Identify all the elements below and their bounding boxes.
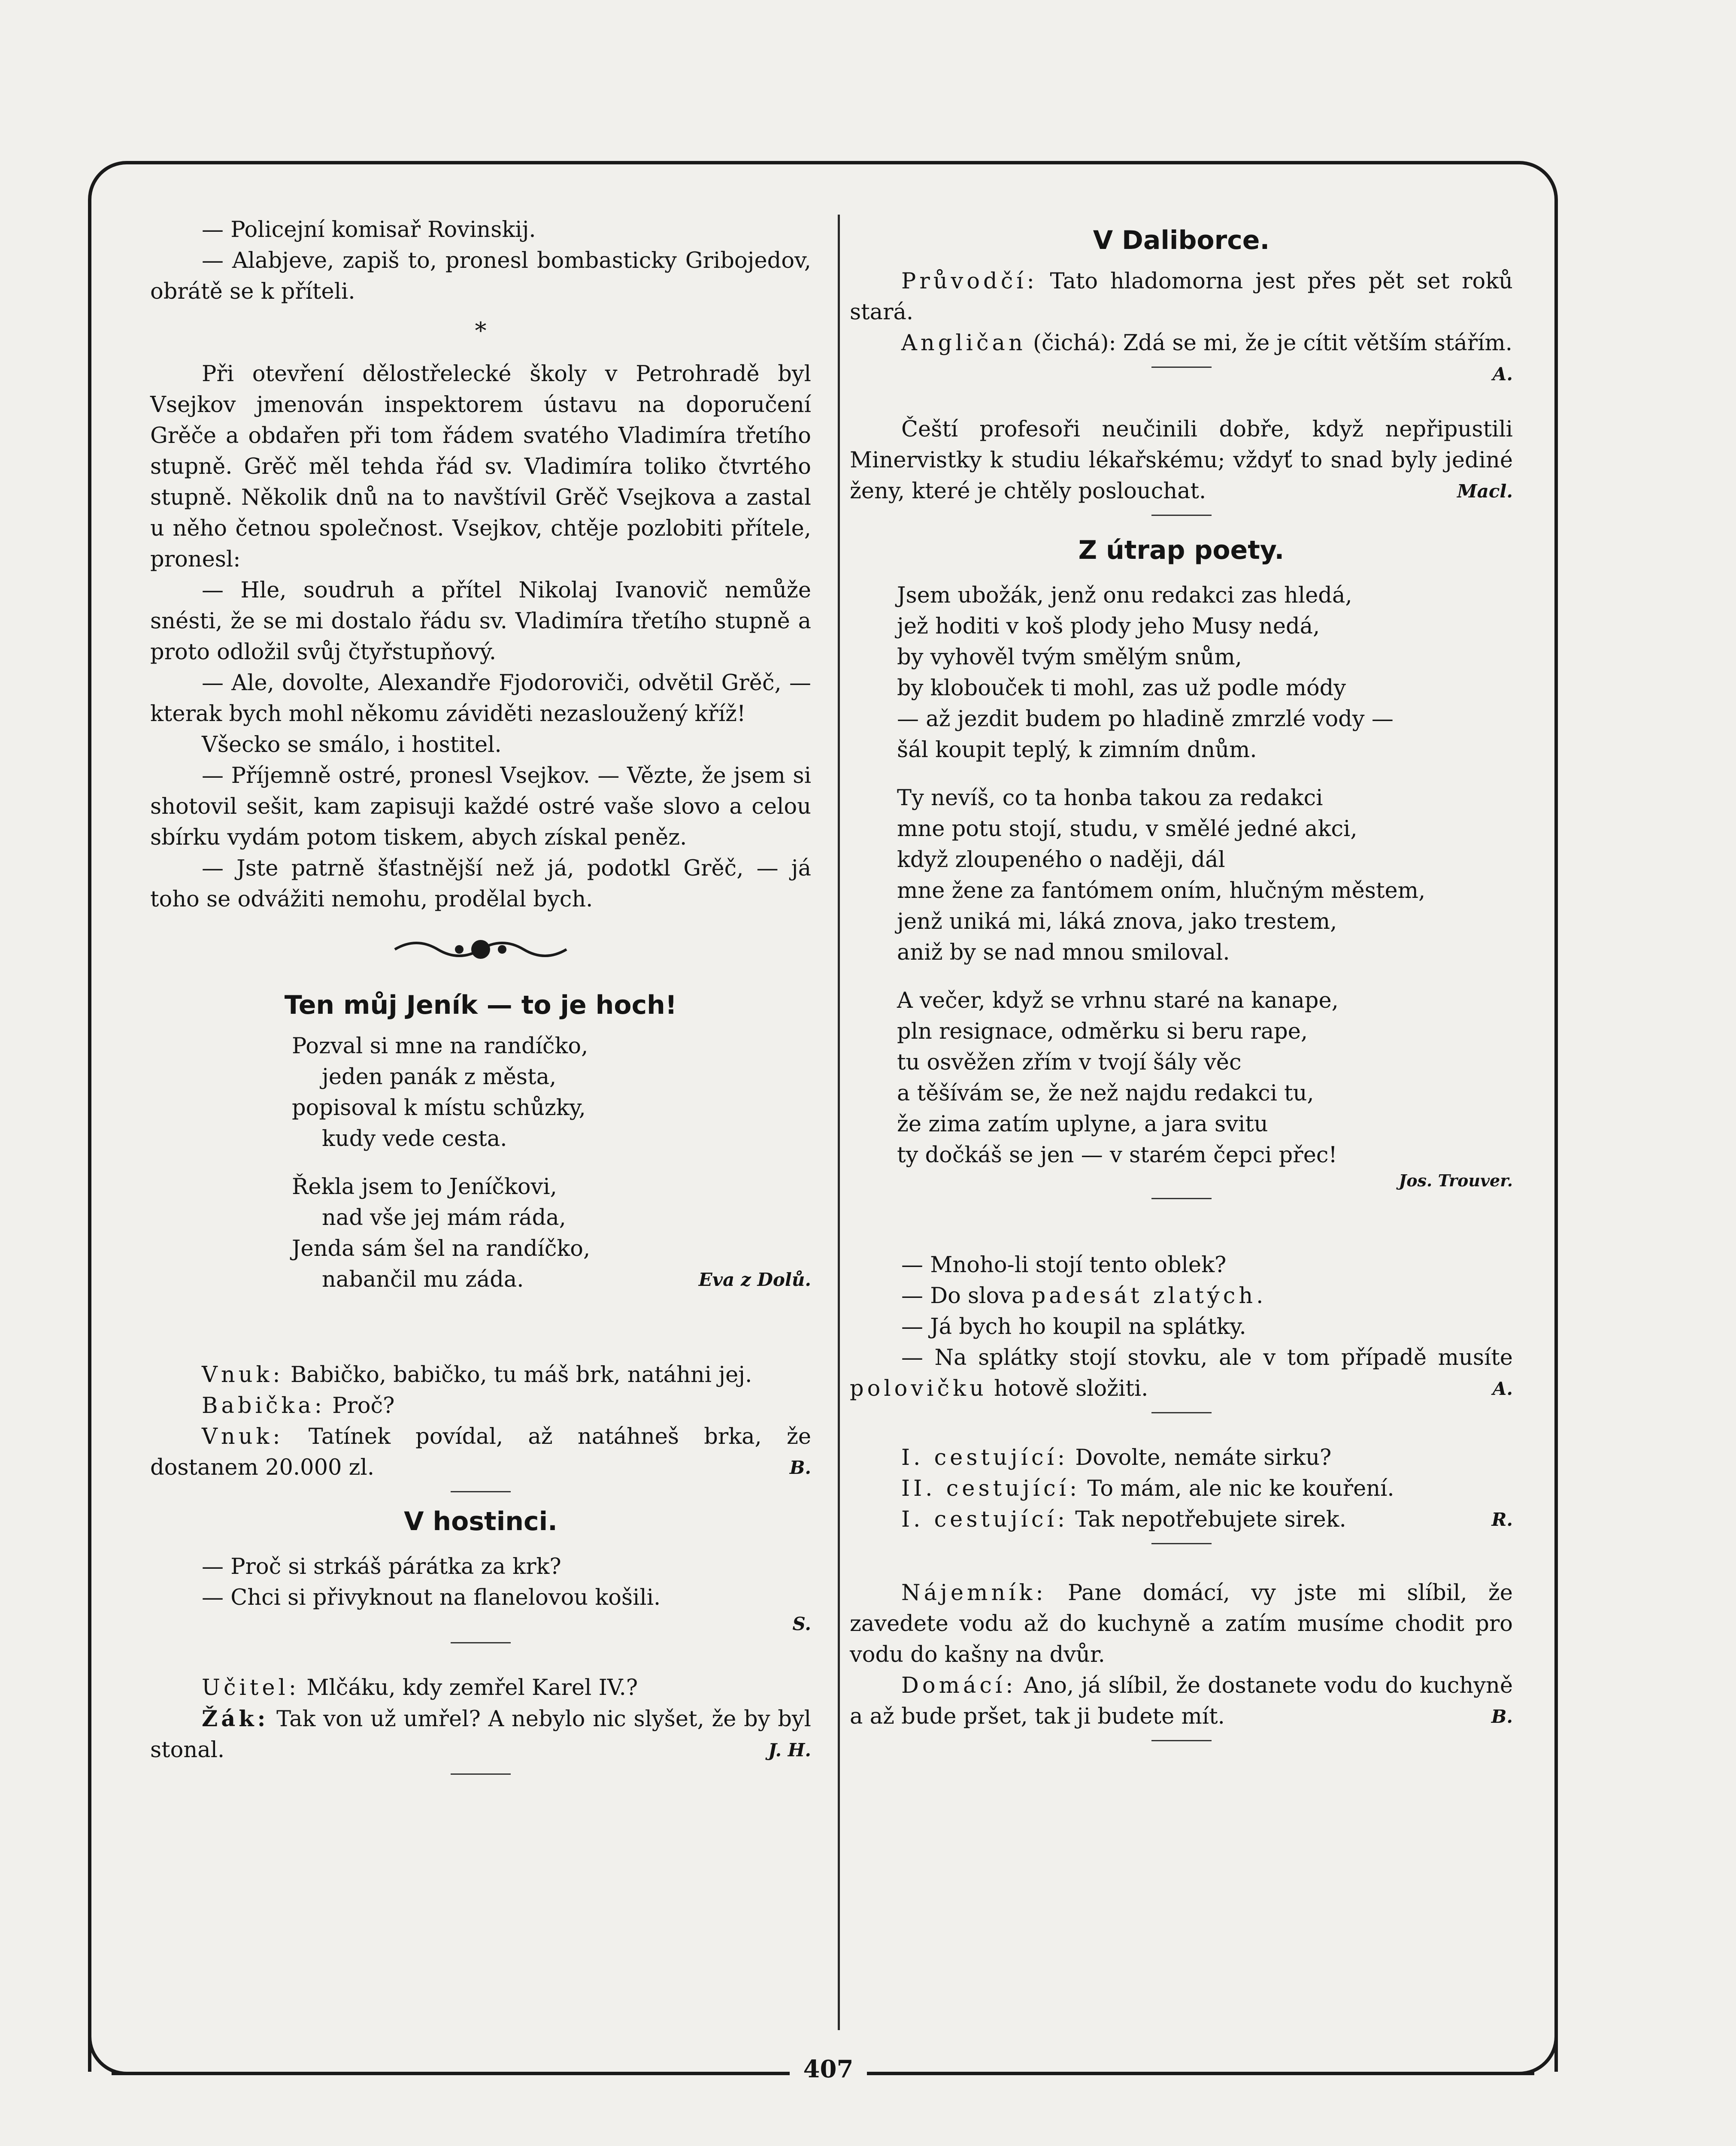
poem-line-text: nabančil mu záda. [322, 1267, 524, 1292]
dialog-line [850, 1473, 1513, 1504]
paragraph: — Jste patrně šťastnější než já, podotkl Grěč, — já toho se odvážiti nemohu, prodělal bych. [150, 856, 811, 912]
signature: B. [789, 1457, 811, 1478]
speaker: Nájemník: [901, 1580, 1047, 1606]
speaker: II. cestující: [901, 1476, 1081, 1501]
dialog-line [850, 1281, 1513, 1312]
dialog-text: Tak von už umřel? A nebylo nic slyšet, že by byl stonal. [150, 1706, 811, 1763]
dialog-line [150, 1360, 811, 1391]
dialog-line: — Mnoho-li stojí tento oblek? [901, 1252, 1227, 1278]
paragraph: — Ale, dovolte, Alexandře Fjodoroviči, odvětil Grěč, — kterak bych mohl někomu záviděti nezasloužený kříž! [150, 670, 811, 727]
dialog-line [150, 1673, 811, 1703]
poem-line: popisoval k místu schůzky, [292, 1095, 586, 1121]
poem-title: Ten můj Jeník — to je hoch! [284, 990, 677, 1020]
signature: Jos. Trouver. [1399, 1171, 1513, 1190]
right-column [850, 215, 1513, 1753]
dialog-line [850, 1578, 1513, 1670]
paragraph [850, 414, 1513, 507]
poem-line [292, 1031, 811, 1062]
poem-line: jenž uniká mi, láká znova, jako trestem, [897, 909, 1337, 934]
dialog-text: Mlčáku, kdy zemřel Karel IV.? [306, 1675, 638, 1700]
poem-line: mne žene za fantómem oním, hlučným městem, [897, 878, 1426, 903]
poem-line: když zloupeného o naději, dál [897, 847, 1225, 873]
dialog-line [150, 1391, 811, 1422]
poem-line: pln resignace, odměrku si beru rape, [897, 1019, 1308, 1044]
separator-rule [1151, 1198, 1212, 1199]
dialog-line [850, 328, 1513, 385]
speaker: I. cestující: [901, 1507, 1069, 1532]
page-number: 407 [803, 2055, 854, 2083]
dialog-line [150, 1422, 811, 1483]
separator-rule [1151, 1412, 1212, 1413]
speaker: Průvodčí: [901, 269, 1038, 294]
dialog-text: Dovolte, nemáte sirku? [1075, 1445, 1332, 1470]
speaker: Babička: [202, 1393, 325, 1419]
dialog-text: (čichá): Zdá se mi, že je cítit větším stářím. [1033, 330, 1512, 356]
dialog-text: Babičko, babičko, tu máš brk, natáhni jej. [290, 1362, 752, 1388]
signature: A. [1492, 1378, 1513, 1399]
poem-line: jež hoditi v koš plody jeho Musy nedá, [897, 614, 1320, 639]
ornament-icon [391, 932, 571, 967]
signature: R. [1491, 1509, 1513, 1530]
poem-line: šál koupit teplý, k zimním dnům. [897, 737, 1257, 763]
dialog-text: Tato hladomorna jest přes pět set roků stará. [850, 269, 1513, 325]
signature: Macl. [1457, 481, 1513, 502]
dialog-line [850, 1670, 1513, 1732]
dialog-text: hotově složiti. [994, 1376, 1148, 1401]
poem-line: jeden panák z města, [322, 1064, 557, 1090]
dialog-line [850, 266, 1513, 328]
poem-line: a těšívám se, že než najdu redakci tu, [897, 1081, 1314, 1106]
paragraph: Při otevření dělostřelecké školy v Petrohradě byl Vsejkov jmenován inspektorem ústavu na doporučení Grěče a obdařen při tom řádem svatého Vladimíra třetího stupně. Grěč měl tehda řád sv. Vladimíra toliko čtvrtého stupně. Několik dnů na to navštívil Grěč Vsejkova a zastal u něho četnou společnost. Vsejkov, chtěje pozlobiti přítele, pronesl: [150, 361, 811, 572]
dialog-text-spaced: padesát zlatých. [1031, 1283, 1267, 1309]
signature: A. [1492, 364, 1513, 385]
poem-line: že zima zatím uplyne, a jara svitu [897, 1112, 1268, 1137]
poem-title: Z útrap poety. [1078, 535, 1285, 565]
poem-line-text: Pozval si mne na randíčko, [292, 1034, 588, 1059]
speaker: Domácí: [901, 1673, 1017, 1698]
section-title: V hostinci. [404, 1506, 557, 1537]
dialog-text-spaced: polovičku [850, 1376, 987, 1401]
dialog-text: Proč? [332, 1393, 395, 1419]
separator-rule [1151, 1543, 1212, 1544]
speaker: I. cestující: [901, 1445, 1069, 1470]
dialog-text: — Na splátky stojí stovku, ale v tom případě musíte [901, 1345, 1513, 1370]
poem-line: by klobouček ti mohl, zas už podle módy [897, 676, 1346, 701]
poem-line: Jenda sám šel na randíčko, [292, 1236, 591, 1261]
poem-line: aniž by se nad mnou smiloval. [897, 940, 1230, 965]
speaker: Angličan [901, 330, 1026, 356]
poem-line: A večer, když se vrhnu staré na kanape, [897, 988, 1339, 1013]
separator-rule [1151, 1740, 1212, 1741]
signature: B. [1491, 1706, 1513, 1727]
poem-line: Ty nevíš, co ta honba takou za redakci [897, 785, 1323, 811]
dialog-text: Pane domácí, vy jste mi slíbil, že zavedete vodu až do kuchyně a zatím musíme chodit pro vodu do kašny na dvůr. [850, 1580, 1513, 1667]
paragraph: — Hle, soudruh a přítel Nikolaj Ivanovič nemůže snésti, že se mi dostalo řádu sv. Vladimíra třetího stupně a proto odložil svůj čtyřstupňový. [150, 578, 811, 665]
poem-line: ty dočkáš se jen — v starém čepci přec! [897, 1143, 1337, 1168]
separator-rule [1151, 515, 1212, 516]
poem-line: tu osvěžen zřím v tvojí šály věc [897, 1050, 1242, 1075]
paragraph: — Policejní komisař Rovinskij. [202, 217, 536, 242]
separator-rule [451, 1491, 511, 1492]
paragraph-text: Čeští profesoři neučinili dobře, když nepřipustili Minervistky k studiu lékařskému; vždyť to snad byly jediné ženy, které je chtěly poslouchat. [850, 417, 1513, 504]
signature: J. H. [768, 1740, 811, 1761]
poem-line: — až jezdit budem po hladině zmrzlé vody — [897, 706, 1394, 732]
dialog-text: — Do slova [901, 1283, 1025, 1309]
poem-line: kudy vede cesta. [322, 1126, 507, 1152]
paragraph: — Alabjeve, zapiš to, pronesl bombasticky Gribojedov, obrátě se k příteli. [150, 248, 811, 304]
column-divider [838, 215, 840, 2030]
frame-bottom-right [867, 2072, 1534, 2075]
dialog-line [150, 1582, 811, 1613]
poem [150, 1031, 811, 1295]
poem-line [292, 1264, 811, 1295]
dialog-line: — Proč si strkáš párátka za krk? [202, 1554, 561, 1579]
speaker: Vnuk: [202, 1362, 284, 1388]
dialog-text: Tatínek povídal, až natáhneš brka, že dostanem 20.000 zl. [150, 1424, 811, 1480]
dialog-text: — Chci si přivyknout na flanelovou košili. [202, 1585, 661, 1610]
frame-bottom-left [112, 2072, 790, 2075]
dialog-line [150, 1703, 811, 1766]
section-star: * [475, 317, 487, 344]
section-title: V Daliborce. [1093, 225, 1270, 255]
dialog-line [850, 1343, 1513, 1404]
separator-rule [451, 1642, 511, 1643]
dialog-line: — Já bych ho koupil na splátky. [901, 1314, 1246, 1340]
poem-line: Jsem ubožák, jenž onu redakci zas hledá, [897, 583, 1352, 608]
dialog-line [850, 1443, 1513, 1473]
paragraph: Všecko se smálo, i hostitel. [202, 732, 502, 758]
poem-line: by vyhověl tvým smělým snům, [897, 645, 1242, 670]
speaker: Žák: [202, 1706, 269, 1732]
signature: S. [792, 1613, 811, 1634]
separator-rule [1151, 367, 1212, 368]
poem-line: Řekla jsem to Jeníčkovi, [292, 1174, 557, 1200]
poem-line: mne potu stojí, studu, v smělé jedné akci, [897, 816, 1357, 842]
paragraph: — Příjemně ostré, pronesl Vsejkov. — Vězte, že jsem si shotovil sešit, kam zapisuji každé ostré vaše slovo a celou sbírku vydám potom tiskem, abych získal peněz. [150, 763, 811, 850]
dialog-text: Ano, já slíbil, že dostanete vodu do kuchyně a až bude pršet, tak ji budete mít. [850, 1673, 1513, 1729]
dialog-text: To mám, ale nic ke kouření. [1087, 1476, 1394, 1501]
speaker: Vnuk: [202, 1424, 284, 1449]
speaker: Učitel: [202, 1675, 300, 1700]
left-column [150, 215, 811, 1787]
signature: Eva z Dolů. [698, 1269, 811, 1290]
poem-line: nad vše jej mám ráda, [322, 1205, 566, 1231]
dialog-text: Tak nepotřebujete sirek. [1075, 1507, 1346, 1532]
dialog-line [850, 1504, 1513, 1535]
separator-rule [451, 1773, 511, 1775]
poem [850, 580, 1513, 1171]
